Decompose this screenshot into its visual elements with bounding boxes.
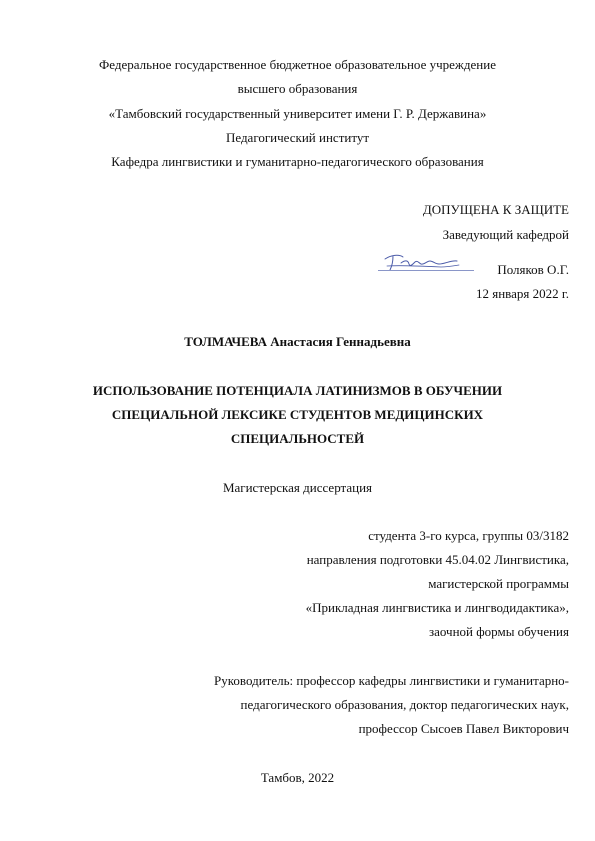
approver-name: Поляков О.Г. bbox=[497, 262, 569, 277]
department-name: Кафедра лингвистики и гуманитарно-педагогического образования bbox=[111, 154, 484, 169]
supervisor-line-1: Руководитель: профессор кафедры лингвистики и гуманитарно- bbox=[214, 673, 569, 688]
institute-name: Педагогический институт bbox=[225, 130, 370, 145]
work-type: Магистерская диссертация bbox=[222, 480, 373, 495]
signature-line bbox=[378, 270, 474, 271]
author-name: ТОЛМАЧЕВА Анастасия Геннадьевна bbox=[184, 334, 411, 349]
thesis-title-line-2: СПЕЦИАЛЬНОЙ ЛЕКСИКЕ СТУДЕНТОВ МЕДИЦИНСКИХ bbox=[111, 407, 484, 422]
approval-title: ДОПУЩЕНА К ЗАЩИТЕ bbox=[422, 202, 569, 217]
institution-line-1: Федеральное государственное бюджетное образовательное учреждение bbox=[99, 57, 496, 72]
student-info-line-5: заочной формы обучения bbox=[428, 624, 569, 639]
student-info-line-1: студента 3-го курса, группы 03/3182 bbox=[368, 528, 569, 543]
student-info-line-2: направления подготовки 45.04.02 Лингвистика, bbox=[306, 552, 569, 567]
thesis-title-line-1: ИСПОЛЬЗОВАНИЕ ПОТЕНЦИАЛА ЛАТИНИЗМОВ В ОБУЧЕНИИ bbox=[92, 383, 503, 398]
approval-position: Заведующий кафедрой bbox=[442, 227, 569, 242]
university-name: «Тамбовский государственный университет имени Г. Р. Державина» bbox=[108, 106, 487, 121]
institution-line-2: высшего образования bbox=[237, 81, 358, 96]
student-info-line-4: «Прикладная лингвистика и лингводидактика», bbox=[305, 600, 569, 615]
city-year: Тамбов, 2022 bbox=[260, 770, 335, 785]
thesis-title-line-3: СПЕЦИАЛЬНОСТЕЙ bbox=[230, 431, 365, 446]
approval-date: 12 января 2022 г. bbox=[475, 286, 569, 301]
supervisor-line-3: профессор Сысоев Павел Викторович bbox=[358, 721, 569, 736]
supervisor-line-2: педагогического образования, доктор педагогических наук, bbox=[240, 697, 569, 712]
student-info-line-3: магистерской программы bbox=[428, 576, 569, 591]
